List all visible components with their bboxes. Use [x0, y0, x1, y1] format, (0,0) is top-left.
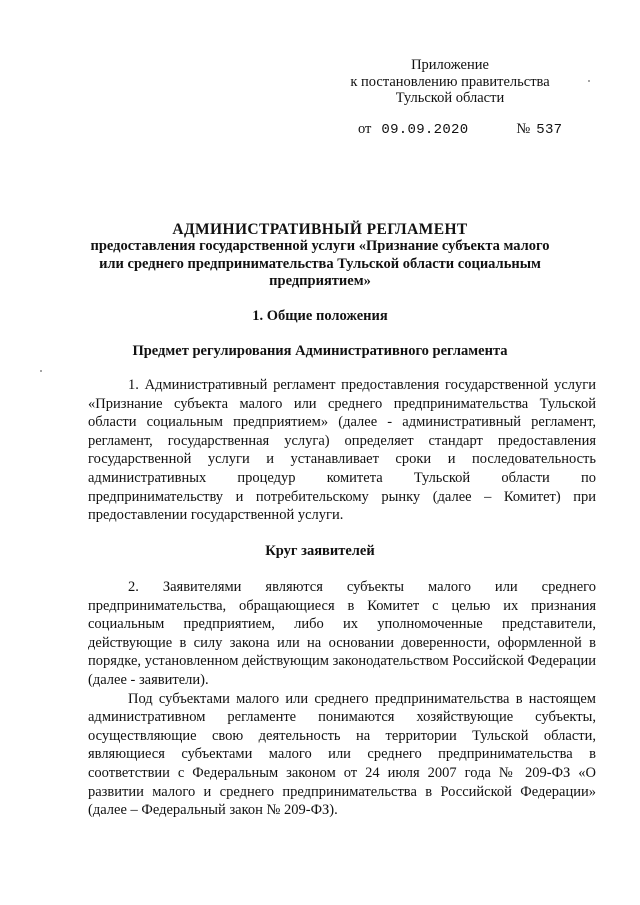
appendix-region-line: Тульской области	[395, 90, 505, 106]
paragraph-text: 1. Административный регламент предоставления государственной услуги «Признание субъекта малого или среднего предпринимательства Тульской области социальным предприятием» (далее - административный регламент, регламент, государственная услуга) определяет стандарт предоставления государственной услуги и устанавливает сроки и последовательность административных процедур комитета Тульской области по предпринимательству и потребительскому рынку (далее – Комитет) при предоставлении государственной услуги.	[88, 377, 596, 524]
date-prefix: от	[358, 121, 372, 137]
scan-speck	[40, 370, 42, 372]
number-sign: №	[516, 121, 531, 137]
document-title: АДМИНИСТРАТИВНЫЙ РЕГЛАМЕНТ	[172, 221, 468, 238]
paragraph-1	[88, 376, 596, 525]
section-heading: 1. Общие положения	[252, 308, 388, 324]
paragraph-text: 2. Заявителями являются субъекты малого или среднего предпринимательства, обращающиеся в Комитет с целью их признания социальным предприятием, либо их уполномоченные представители, действующие в силу закона или на основании доверенности, оформленной в порядке, установленном действующим законодательством Российской Федерации (далее - заявители).	[88, 579, 596, 688]
subsection-heading-applicants: Круг заявителей	[265, 543, 375, 559]
appendix-block	[330, 57, 570, 107]
appendix-resolution-line: к постановлению правительства	[350, 73, 550, 90]
document-subtitle	[40, 238, 600, 291]
scan-speck	[588, 80, 590, 82]
paragraph-text: Под субъектами малого или среднего предпринимательства в настоящем административном регламенте понимаются хозяйствующие субъекты, осуществляющие свою деятельность на территории Тульской области, являющиеся субъектами малого или среднего предпринимательства в соответствии с Федеральным законом от 24 июля 2007 года № 209-ФЗ «О развитии малого и среднего предпринимательства в Российской Федерации» (далее – Федеральный закон № 209-ФЗ).	[88, 690, 596, 819]
resolution-date: 09.09.2020	[381, 122, 469, 138]
paragraph-2	[88, 578, 596, 820]
subtitle-line: или среднего предпринимательства Тульской области социальным	[99, 255, 541, 272]
resolution-number: 537	[536, 122, 563, 138]
subsection-heading-subject: Предмет регулирования Административного регламента	[132, 343, 508, 359]
subtitle-line: предоставления государственной услуги «Признание субъекта малого	[90, 238, 550, 254]
resolution-dateline	[358, 121, 562, 138]
subtitle-line: предприятием»	[269, 273, 371, 289]
appendix-title: Приложение	[411, 57, 489, 73]
